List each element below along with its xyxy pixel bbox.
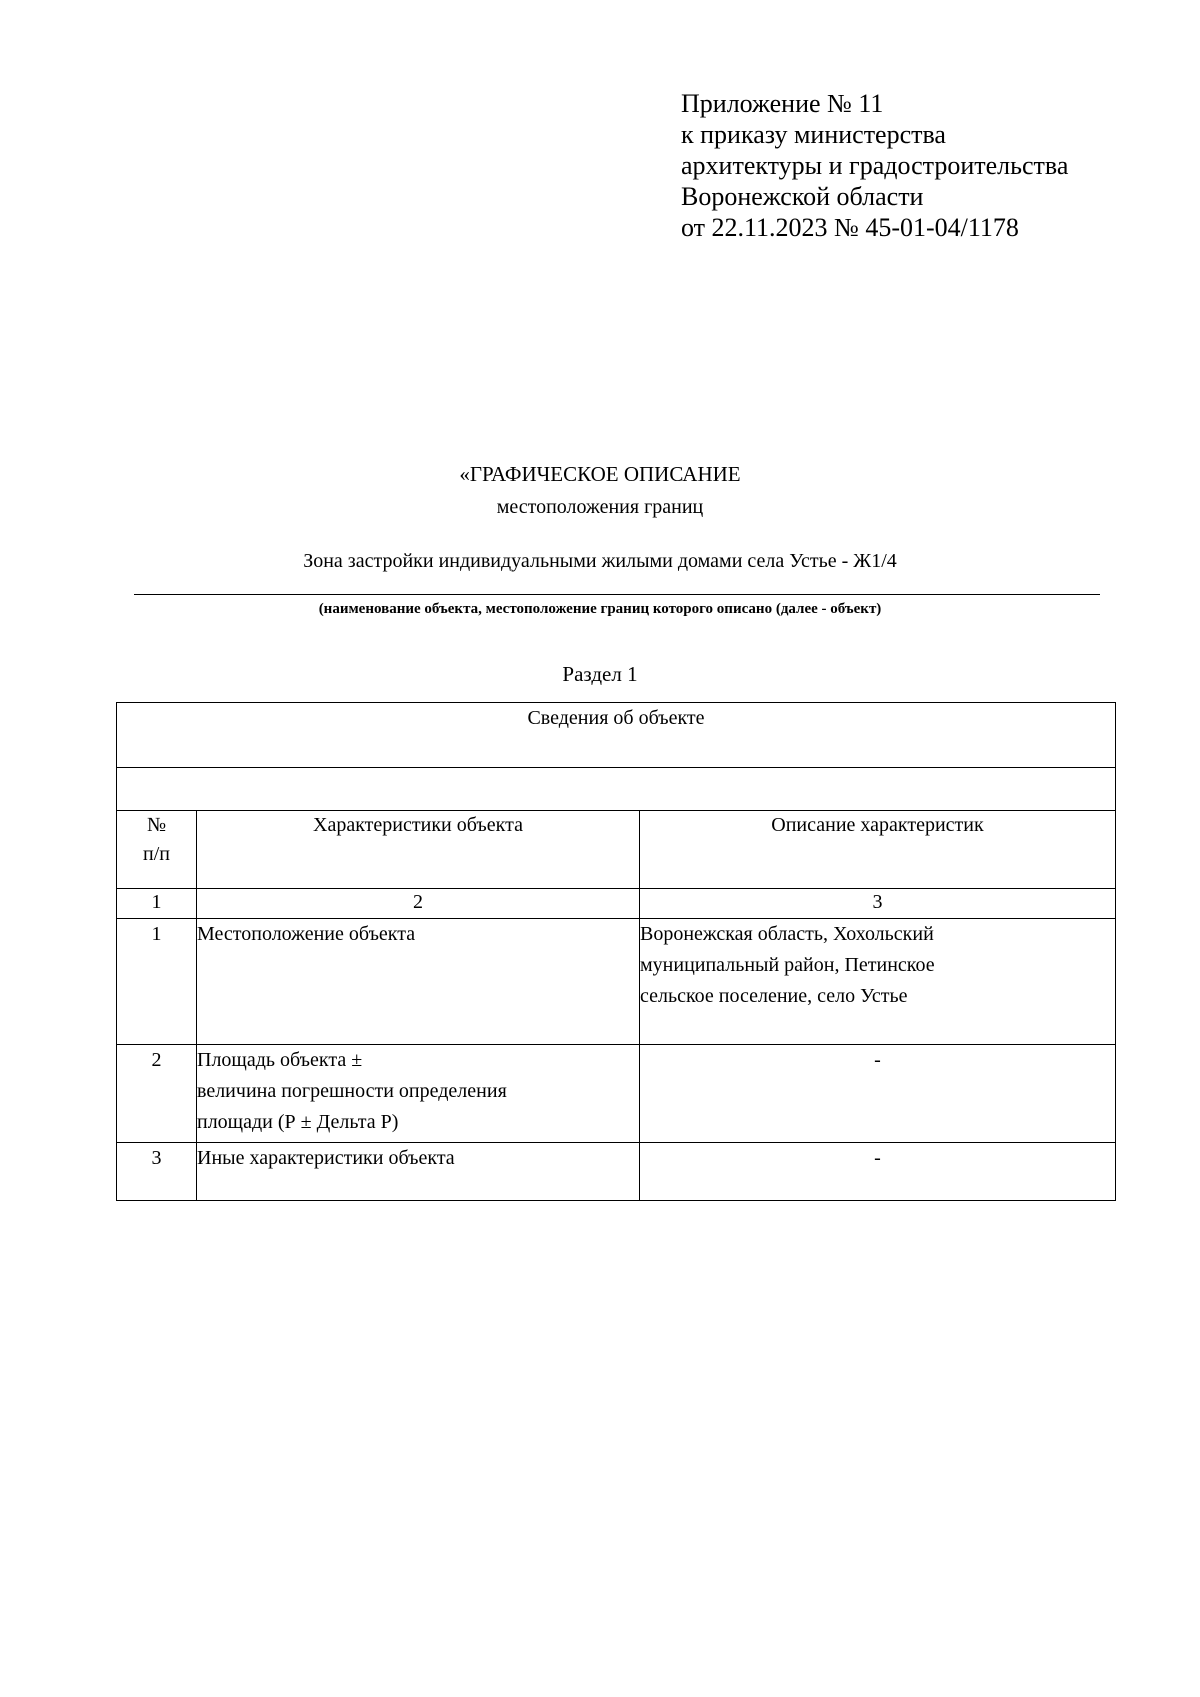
table-header-row	[117, 811, 1116, 889]
appendix-line: Воронежской области	[681, 182, 924, 211]
row-characteristic	[197, 1045, 640, 1143]
row-description: -	[640, 1143, 1116, 1201]
table-title: Сведения об объекте	[117, 703, 1116, 768]
object-info-table	[116, 702, 1116, 1201]
row-description	[640, 919, 1116, 1045]
object-name-underline	[134, 594, 1100, 595]
column-index: 1	[117, 889, 197, 919]
object-name-caption: (наименование объекта, местоположение границ которого описано (далее - объект)	[318, 601, 882, 617]
table-row	[117, 1045, 1116, 1143]
row-characteristic-line: величина погрешности определения	[197, 1080, 507, 1102]
appendix-line: архитектуры и градостроительства	[681, 151, 1069, 180]
row-description-line: муниципальный район, Петинское	[640, 954, 935, 976]
header-description: Описание характеристик	[640, 811, 1116, 889]
table-row	[117, 919, 1116, 1045]
row-description-line: Воронежская область, Хохольский	[640, 923, 934, 945]
document-title: «ГРАФИЧЕСКОЕ ОПИСАНИЕ	[459, 462, 741, 486]
table-blank-cell	[117, 768, 1116, 811]
header-number-line: п/п	[143, 843, 170, 865]
row-number: 1	[117, 919, 197, 1045]
row-characteristic	[197, 919, 640, 1045]
header-number	[117, 811, 197, 889]
header-characteristic: Характеристики объекта	[197, 811, 640, 889]
document-subtitle: местоположения границ	[496, 496, 704, 518]
appendix-block	[681, 88, 1068, 243]
section-heading: Раздел 1	[562, 662, 638, 686]
header-number-line: №	[146, 814, 167, 836]
row-description-line: сельское поселение, село Устье	[640, 985, 908, 1007]
appendix-line: Приложение № 11	[681, 89, 884, 118]
object-name: Зона застройки индивидуальными жилыми домами села Устье - Ж1/4	[303, 550, 897, 572]
appendix-line: к приказу министерства	[681, 120, 946, 149]
appendix-line: от 22.11.2023 № 45-01-04/1178	[681, 213, 1019, 242]
row-number: 3	[117, 1143, 197, 1201]
table-row	[117, 1143, 1116, 1201]
column-index: 3	[640, 889, 1116, 919]
row-number: 2	[117, 1045, 197, 1143]
row-characteristic-line: Иные характеристики объекта	[197, 1147, 455, 1169]
row-characteristic-line: Площадь объекта ±	[197, 1049, 363, 1071]
row-characteristic-line: Местоположение объекта	[197, 923, 416, 945]
row-characteristic	[197, 1143, 640, 1201]
table-title-row	[117, 703, 1116, 768]
column-index-row	[117, 889, 1116, 919]
table-blank-row	[117, 768, 1116, 811]
row-description: -	[640, 1045, 1116, 1143]
row-characteristic-line: площади (Р ± Дельта Р)	[197, 1111, 399, 1133]
column-index: 2	[197, 889, 640, 919]
